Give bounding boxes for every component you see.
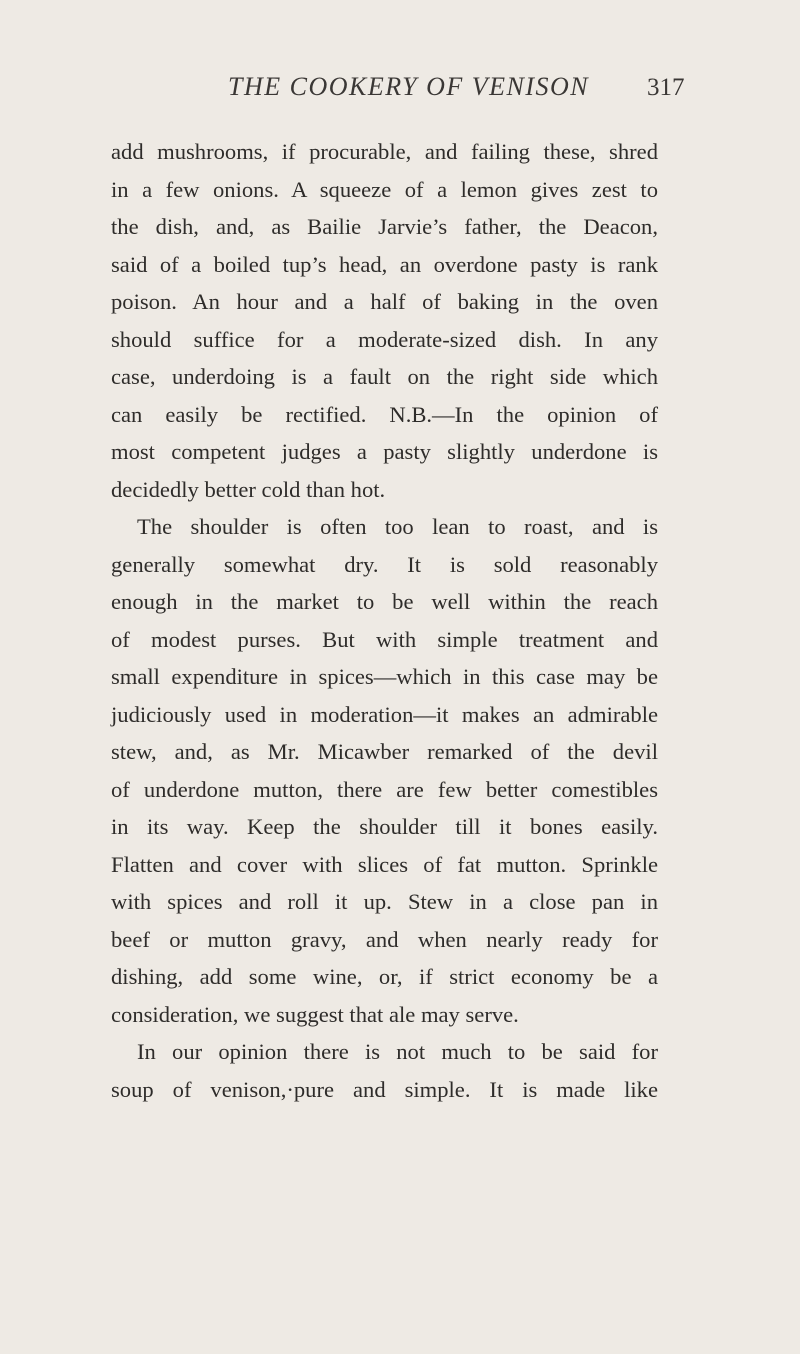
text-line: said of a boiled tup’s head, an overdone pasty is rank bbox=[111, 251, 658, 277]
text-line: of underdone mutton, there are few better comestibles bbox=[111, 776, 658, 802]
text-line: stew, and, as Mr. Micawber remarked of the devil bbox=[111, 739, 658, 764]
text-line: dishing, add some wine, or, if strict economy be a bbox=[111, 964, 658, 989]
text-line: decidedly better cold than hot. bbox=[111, 476, 386, 502]
text-line: can easily be rectified. N.B.—In the opinion of bbox=[111, 401, 658, 427]
text-line: The shoulder is often too lean to roast, and is bbox=[137, 514, 658, 539]
text-line: enough in the market to be well within the reach bbox=[111, 589, 658, 614]
text-line: poison. An hour and a half of baking in the oven bbox=[111, 289, 658, 314]
text-line: should suffice for a moderate-sized dish. In any bbox=[111, 326, 658, 352]
page-header bbox=[0, 70, 800, 110]
text-line: In our opinion there is not much to be said for bbox=[137, 1039, 658, 1064]
text-line: the dish, and, as Bailie Jarvie’s father, the Deacon, bbox=[111, 214, 658, 239]
text-line: in its way. Keep the shoulder till it bones easily. bbox=[111, 814, 658, 839]
text-line: consideration, we suggest that ale may serve. bbox=[111, 1001, 519, 1027]
body-text bbox=[111, 133, 658, 1108]
text-line: most competent judges a pasty slightly underdone is bbox=[111, 439, 658, 464]
text-line: soup of venison,·pure and simple. It is made like bbox=[111, 1076, 658, 1102]
text-line: case, underdoing is a fault on the right side which bbox=[111, 364, 658, 389]
text-line: beef or mutton gravy, and when nearly ready for bbox=[111, 926, 658, 952]
text-line: small expenditure in spices—which in this case may be bbox=[111, 664, 658, 689]
running-title: THE COOKERY OF VENISON bbox=[228, 72, 590, 101]
page-number: 317 bbox=[647, 74, 685, 101]
text-line: Flatten and cover with slices of fat mutton. Sprinkle bbox=[111, 851, 658, 877]
text-line: of modest purses. But with simple treatment and bbox=[111, 626, 658, 652]
text-line: judiciously used in moderation—it makes an admirable bbox=[111, 701, 658, 727]
text-line: add mushrooms, if procurable, and failing these, shred bbox=[111, 139, 658, 164]
text-line: generally somewhat dry. It is sold reasonably bbox=[111, 551, 658, 577]
text-line: with spices and roll it up. Stew in a close pan in bbox=[111, 889, 658, 914]
text-line: in a few onions. A squeeze of a lemon gives zest to bbox=[111, 176, 658, 202]
